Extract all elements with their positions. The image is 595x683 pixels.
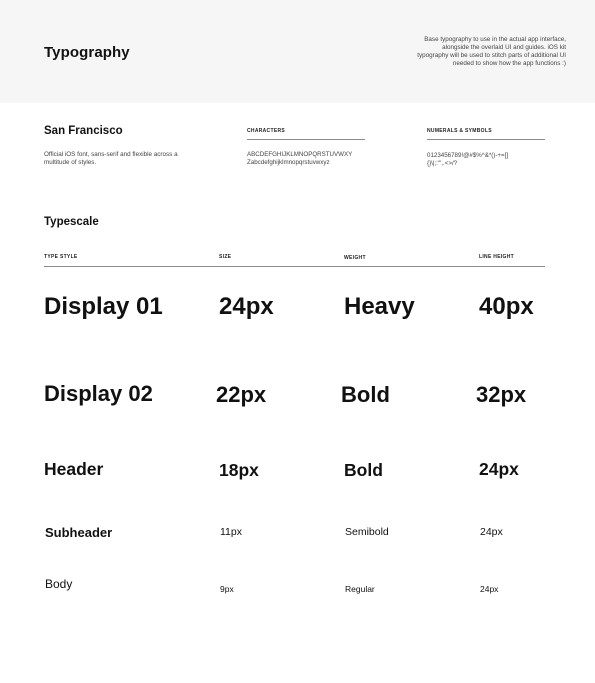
row-display-02-weight: Bold (341, 382, 390, 407)
row-body-style: Body (45, 577, 73, 591)
row-header-style: Header (44, 459, 104, 479)
row-subheader-line-height: 24px (480, 526, 503, 538)
page-description: Base typography to use in the actual app interface, alongside the overlaid UI and guides. iOS kit typography will be used to stitch parts of additional UI needed to show how the app functions :) (417, 36, 566, 67)
page-title: Typography (44, 44, 130, 61)
row-subheader-style: Subheader (45, 525, 113, 540)
characters-heading: CHARACTERS (247, 128, 285, 134)
row-subheader-weight: Semibold (345, 526, 389, 538)
column-header-size: SIZE (219, 254, 232, 260)
column-header-type-style: TYPE STYLE (44, 254, 78, 260)
row-header-line-height: 24px (479, 459, 519, 479)
row-display-01-style: Display 01 (44, 293, 163, 320)
numerals-divider (427, 139, 545, 140)
characters-lowercase: Zabcdefghijklmnopqrstuvwxyz (247, 158, 330, 166)
row-header-weight: Bold (344, 460, 383, 480)
header-band (0, 0, 595, 103)
row-display-01-weight: Heavy (344, 293, 415, 320)
numerals-line-2: {}\|;:'",.<>/? (427, 159, 458, 167)
row-body-line-height: 24px (480, 584, 499, 594)
row-body-size: 9px (220, 584, 234, 594)
row-header-size: 18px (219, 460, 259, 480)
row-display-02-size: 22px (216, 382, 267, 407)
row-body-weight: Regular (345, 584, 375, 594)
column-header-weight: WEIGHT (344, 255, 366, 261)
row-display-01-line-height: 40px (479, 293, 534, 320)
typescale-title: Typescale (44, 216, 99, 228)
row-display-01-size: 24px (219, 293, 274, 320)
characters-sample (247, 151, 369, 166)
font-description: Official iOS font, sans-serif and flexible across a multitude of styles. (44, 151, 178, 166)
typescale-divider (44, 266, 545, 267)
row-display-02-style: Display 02 (44, 381, 153, 406)
numerals-line-1: 0123456789!@#$%^&*()-+=[] (427, 152, 509, 159)
row-display-02-line-height: 32px (476, 382, 527, 407)
column-header-line-height: LINE HEIGHT (479, 254, 514, 260)
row-subheader-size: 11px (220, 526, 242, 538)
characters-uppercase: ABCDEFGHIJKLMNOPQRSTUVWXY (247, 151, 353, 158)
characters-divider (247, 139, 365, 140)
numerals-sample (427, 152, 545, 167)
numerals-heading: NUMERALS & SYMBOLS (427, 128, 492, 134)
font-name: San Francisco (44, 125, 123, 137)
